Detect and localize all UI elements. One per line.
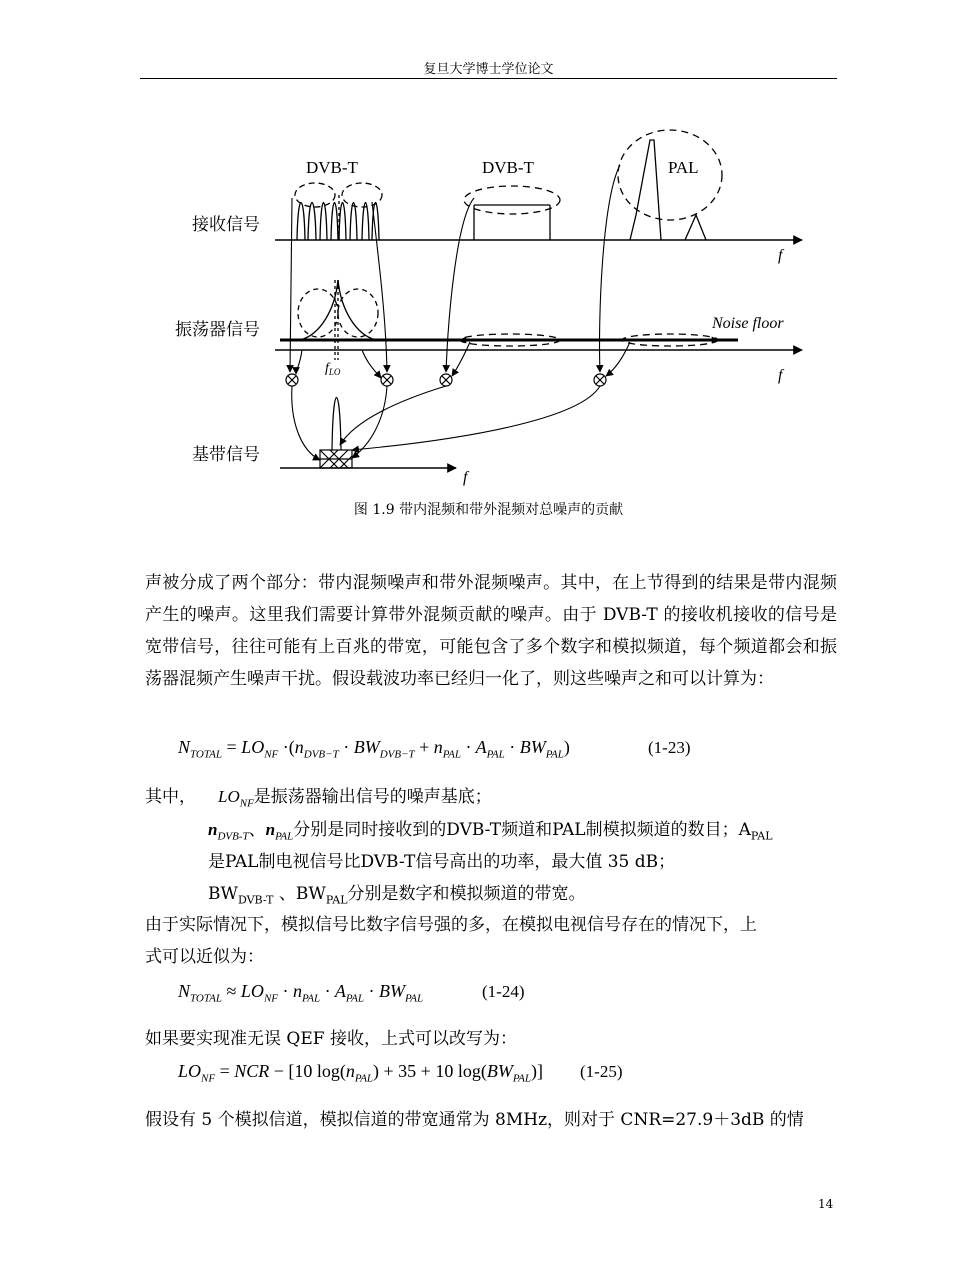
noise-floor-label: Noise floor bbox=[712, 315, 784, 332]
baseband-arrows bbox=[292, 386, 600, 460]
lo-spectrum bbox=[298, 280, 378, 360]
equation-number-1-24: (1-24) bbox=[482, 982, 525, 1001]
figure-caption: 图 1.9 带内混频和带外混频对总噪声的贡献 bbox=[353, 502, 624, 518]
equation-1-24: $N_{TOTAL} \approx LO_{NF} \cdot n_{PAL} \cdot A_{PAL} \cdot BW_{PAL}$ bbox=[178, 981, 424, 1005]
page-number: 14 bbox=[818, 1197, 834, 1211]
axis-f-2: f bbox=[778, 367, 783, 384]
definition-counts: $n_{DVB-T}$、$n_{PAL}$分别是同时接收到的DVB-T频道和PAL制模拟频道的数目；$A_{PAL}$ bbox=[208, 820, 773, 843]
axis-f-3: f bbox=[463, 469, 468, 486]
label-dvbt-1: DVB-T bbox=[306, 158, 358, 177]
equation-number-1-23: (1-23) bbox=[648, 738, 691, 757]
row-label-oscillator: 振荡器信号 bbox=[175, 320, 260, 340]
mixer-arrows bbox=[290, 165, 630, 378]
definition-power: 是PAL制电视信号比DVB-T信号高出的功率，最大值 35 dB； bbox=[208, 852, 676, 872]
definition-bandwidth: $BW_{DVB-T}$ 、$BW_{PAL}$分别是数字和模拟频道的带宽。 bbox=[208, 884, 586, 907]
figure-1-9 bbox=[140, 120, 837, 500]
equation-1-25: $LO_{NF}$ = NCR − [10 $\log(n_{PAL}) + 35 + 10$ $\log(BW_{PAL})$] bbox=[178, 1061, 543, 1085]
paragraph-1: 声被分成了两个部分：带内混频噪声和带外混频噪声。其中，在上节得到的结果是带内混频产生的噪声。这里我们需要计算带外混频贡献的噪声。由于 DVB-T 的接收机接收的信号是宽带信号，往往可能有上百兆的带宽，可能包含了多个数字和模拟频道，每个频道都会和振荡器混频产生噪声干扰。假设载波功率已经归一化了，则这些噪声之和可以计算为： bbox=[145, 573, 837, 689]
page-header: 复旦大学博士学位论文 bbox=[423, 62, 554, 77]
dvbt-channels-group1 bbox=[295, 183, 382, 240]
mixing-diagram bbox=[140, 120, 837, 500]
row-label-received: 接收信号 bbox=[192, 215, 260, 235]
pal-signal bbox=[618, 130, 722, 240]
paragraph-3: 如果要实现准无误 QEF 接收，上式可以改写为： bbox=[145, 1029, 517, 1049]
paragraph-2b: 式可以近似为： bbox=[145, 947, 264, 967]
equation-number-1-25: (1-25) bbox=[580, 1062, 623, 1081]
paragraph-4: 假设有 5 个模拟信道，模拟信道的带宽通常为 8MHz，则对于 CNR=27.9＋3dB 的情 bbox=[145, 1110, 804, 1130]
label-dvbt-2: DVB-T bbox=[482, 158, 534, 177]
header-rule bbox=[140, 78, 837, 79]
baseband-noise-box bbox=[320, 398, 352, 469]
where-line: 其中， $LO_{NF}$是振荡器输出信号的噪声基底； bbox=[145, 787, 492, 810]
row-label-baseband: 基带信号 bbox=[192, 445, 260, 465]
paragraph-2a: 由于实际情况下，模拟信号比数字信号强的多，在模拟电视信号存在的情况下，上 bbox=[145, 915, 757, 935]
equation-1-23: $N_{TOTAL} = LO_{NF} \cdot(n_{DVB-T} \cdot BW_{DVB-T} + n_{PAL} \cdot A_{PAL} \cdot BW_{PAL})$ bbox=[178, 737, 570, 761]
dvbt-channel2 bbox=[464, 186, 560, 240]
label-pal: PAL bbox=[668, 158, 699, 177]
flo-label: $f_{LO}$ bbox=[325, 361, 341, 377]
axis-f-1: f bbox=[778, 247, 783, 264]
